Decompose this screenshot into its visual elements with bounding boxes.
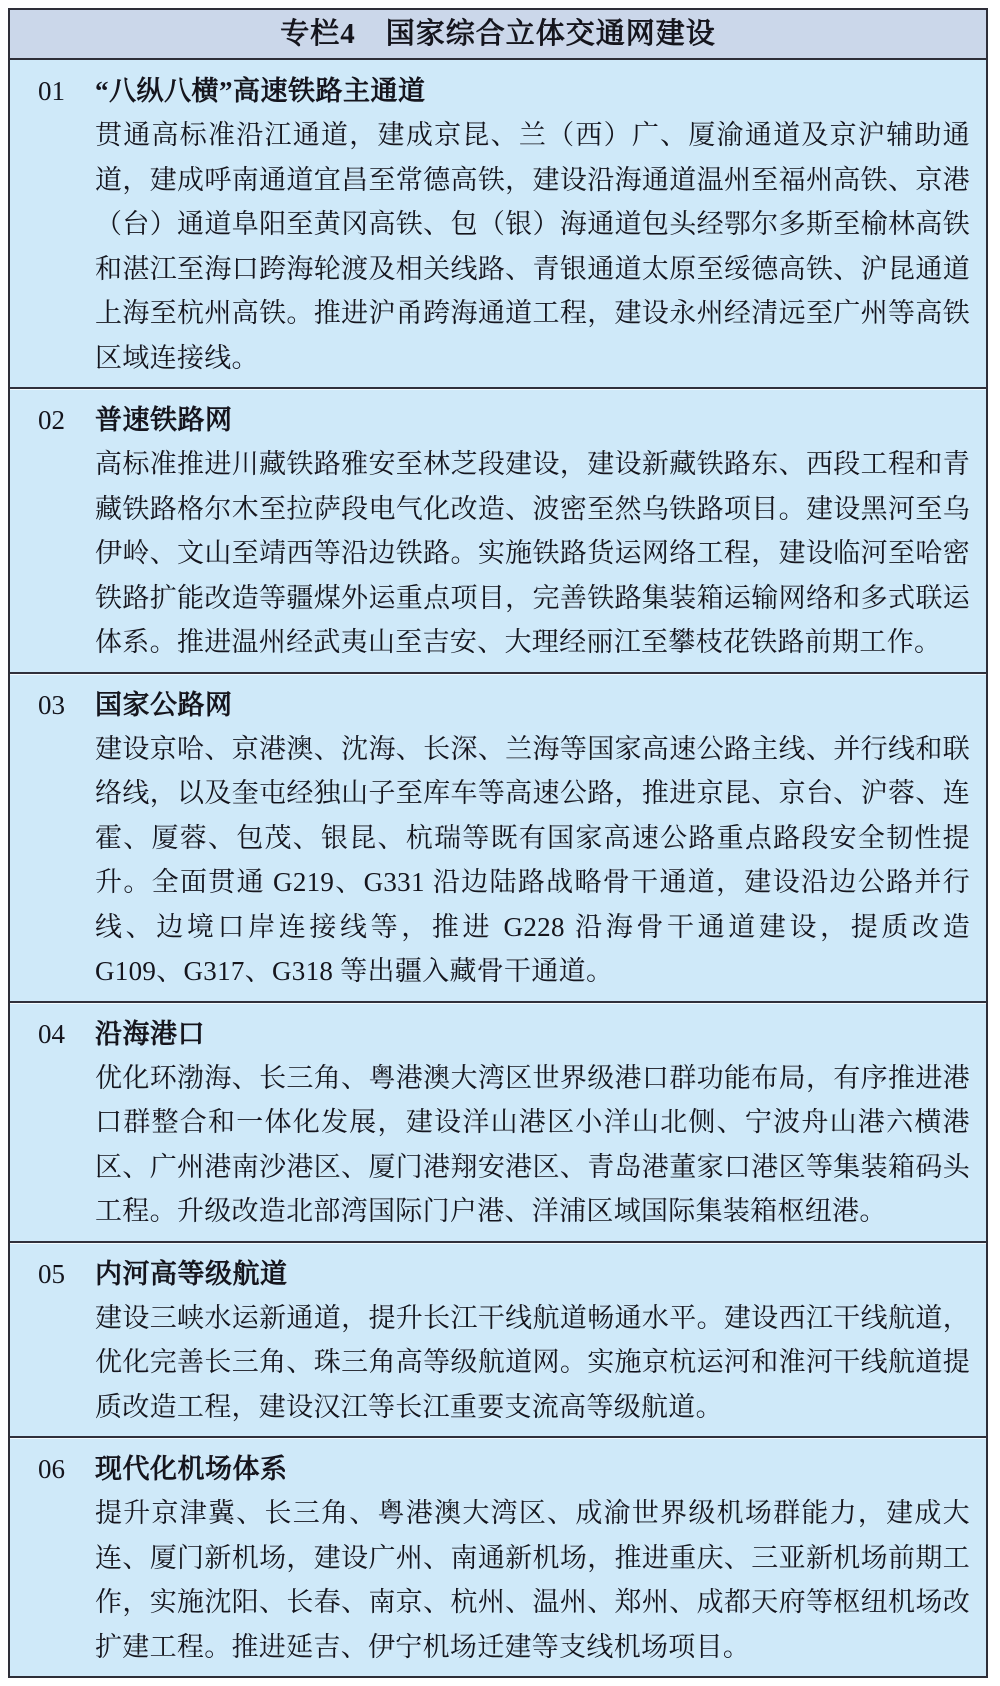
section-head xyxy=(38,1252,970,1296)
section-head xyxy=(38,1447,970,1491)
section-number: 03 xyxy=(38,689,65,720)
section-05-inland-waterways xyxy=(10,1241,986,1437)
section-01-high-speed-rail xyxy=(10,60,986,387)
section-04-coastal-ports xyxy=(10,1001,986,1241)
section-body-text: 优化环渤海、长三角、粤港澳大湾区世界级港口群功能布局，有序推进港口群整合和一体化发展，建设洋山港区小洋山北侧、宁波舟山港六横港区、广州港南沙港区、厦门港翔安港区、青岛港董家口港区等集装箱码头工程。升级改造北部湾国际门户港、洋浦区域国际集装箱枢纽港。 xyxy=(95,1062,970,1226)
section-number: 04 xyxy=(38,1018,65,1049)
section-number: 06 xyxy=(38,1454,65,1484)
section-head xyxy=(38,683,970,727)
section-title: 国家公路网 xyxy=(95,689,233,720)
section-head xyxy=(38,69,970,113)
section-body-text: 建设三峡水运新通道，提升长江干线航道畅通水平。建设西江干线航道，优化完善长三角、珠三角高等级航道网。实施京杭运河和淮河干线航道提质改造工程，建设汉江等长江重要支流高等级航道。 xyxy=(95,1302,970,1422)
section-body-text: 建设京哈、京港澳、沈海、长深、兰海等国家高速公路主线、并行线和联络线，以及奎屯经独山子至库车等高速公路，推进京昆、京台、沪蓉、连霍、厦蓉、包茂、银昆、杭瑞等既有国家高速公路重点路段安全韧性提升。全面贯通 G219、G331 沿边陆路战略骨干通道，建设沿边公路并行线、边境口岸连接线等，推进 G228 沿海骨干通道建设，提质改造 G109、G317、G318 等出疆入藏骨干通道。 xyxy=(95,733,970,986)
section-body-text: 贯通高标准沿江通道，建成京昆、兰（西）广、厦渝通道及京沪辅助通道，建成呼南通道宜昌至常德高铁，建设沿海通道温州至福州高铁、京港（台）通道阜阳至黄冈高铁、包（银）海通道包头经鄂尔多斯至榆林高铁和湛江至海口跨海轮渡及相关线路、青银通道太原至绥德高铁、沪昆通道上海至杭州高铁。推进沪甬跨海通道工程，建设永州经清远至广州等高铁区域连接线。 xyxy=(95,120,970,373)
section-body-text: 提升京津冀、长三角、粤港澳大湾区、成渝世界级机场群能力，建成大连、厦门新机场，建设广州、南通新机场，推进重庆、三亚新机场前期工作，实施沈阳、长春、南京、杭州、温州、郑州、成都天府等枢纽机场改扩建工程。推进延吉、伊宁机场迁建等支线机场项目。 xyxy=(95,1498,970,1662)
panel-title: 专栏4 国家综合立体交通网建设 xyxy=(10,10,986,60)
section-body-text: 高标准推进川藏铁路雅安至林芝段建设，建设新藏铁路东、西段工程和青藏铁路格尔木至拉萨段电气化改造、波密至然乌铁路项目。建设黑河至乌伊岭、文山至靖西等沿边铁路。实施铁路货运网络工程，建设临河至哈密铁路扩能改造等疆煤外运重点项目，完善铁路集装箱运输网络和多式联运体系。推进温州经武夷山至吉安、大理经丽江至攀枝花铁路前期工作。 xyxy=(95,449,970,657)
column-4-panel xyxy=(8,8,988,1678)
sections-container xyxy=(10,60,986,1676)
section-head xyxy=(38,398,970,442)
section-03-national-highway xyxy=(10,672,986,1001)
section-title: 沿海港口 xyxy=(95,1018,205,1049)
section-number: 02 xyxy=(38,405,65,435)
section-06-modern-airports xyxy=(10,1436,986,1676)
section-head xyxy=(38,1012,970,1056)
section-number: 05 xyxy=(38,1258,65,1289)
section-title: 普速铁路网 xyxy=(95,405,233,435)
section-number: 01 xyxy=(38,76,65,106)
section-title: 现代化机场体系 xyxy=(95,1454,288,1484)
section-title: 内河高等级航道 xyxy=(95,1258,288,1289)
section-title: “八纵八横”高速铁路主通道 xyxy=(95,76,426,106)
section-02-normal-speed-rail xyxy=(10,387,986,672)
